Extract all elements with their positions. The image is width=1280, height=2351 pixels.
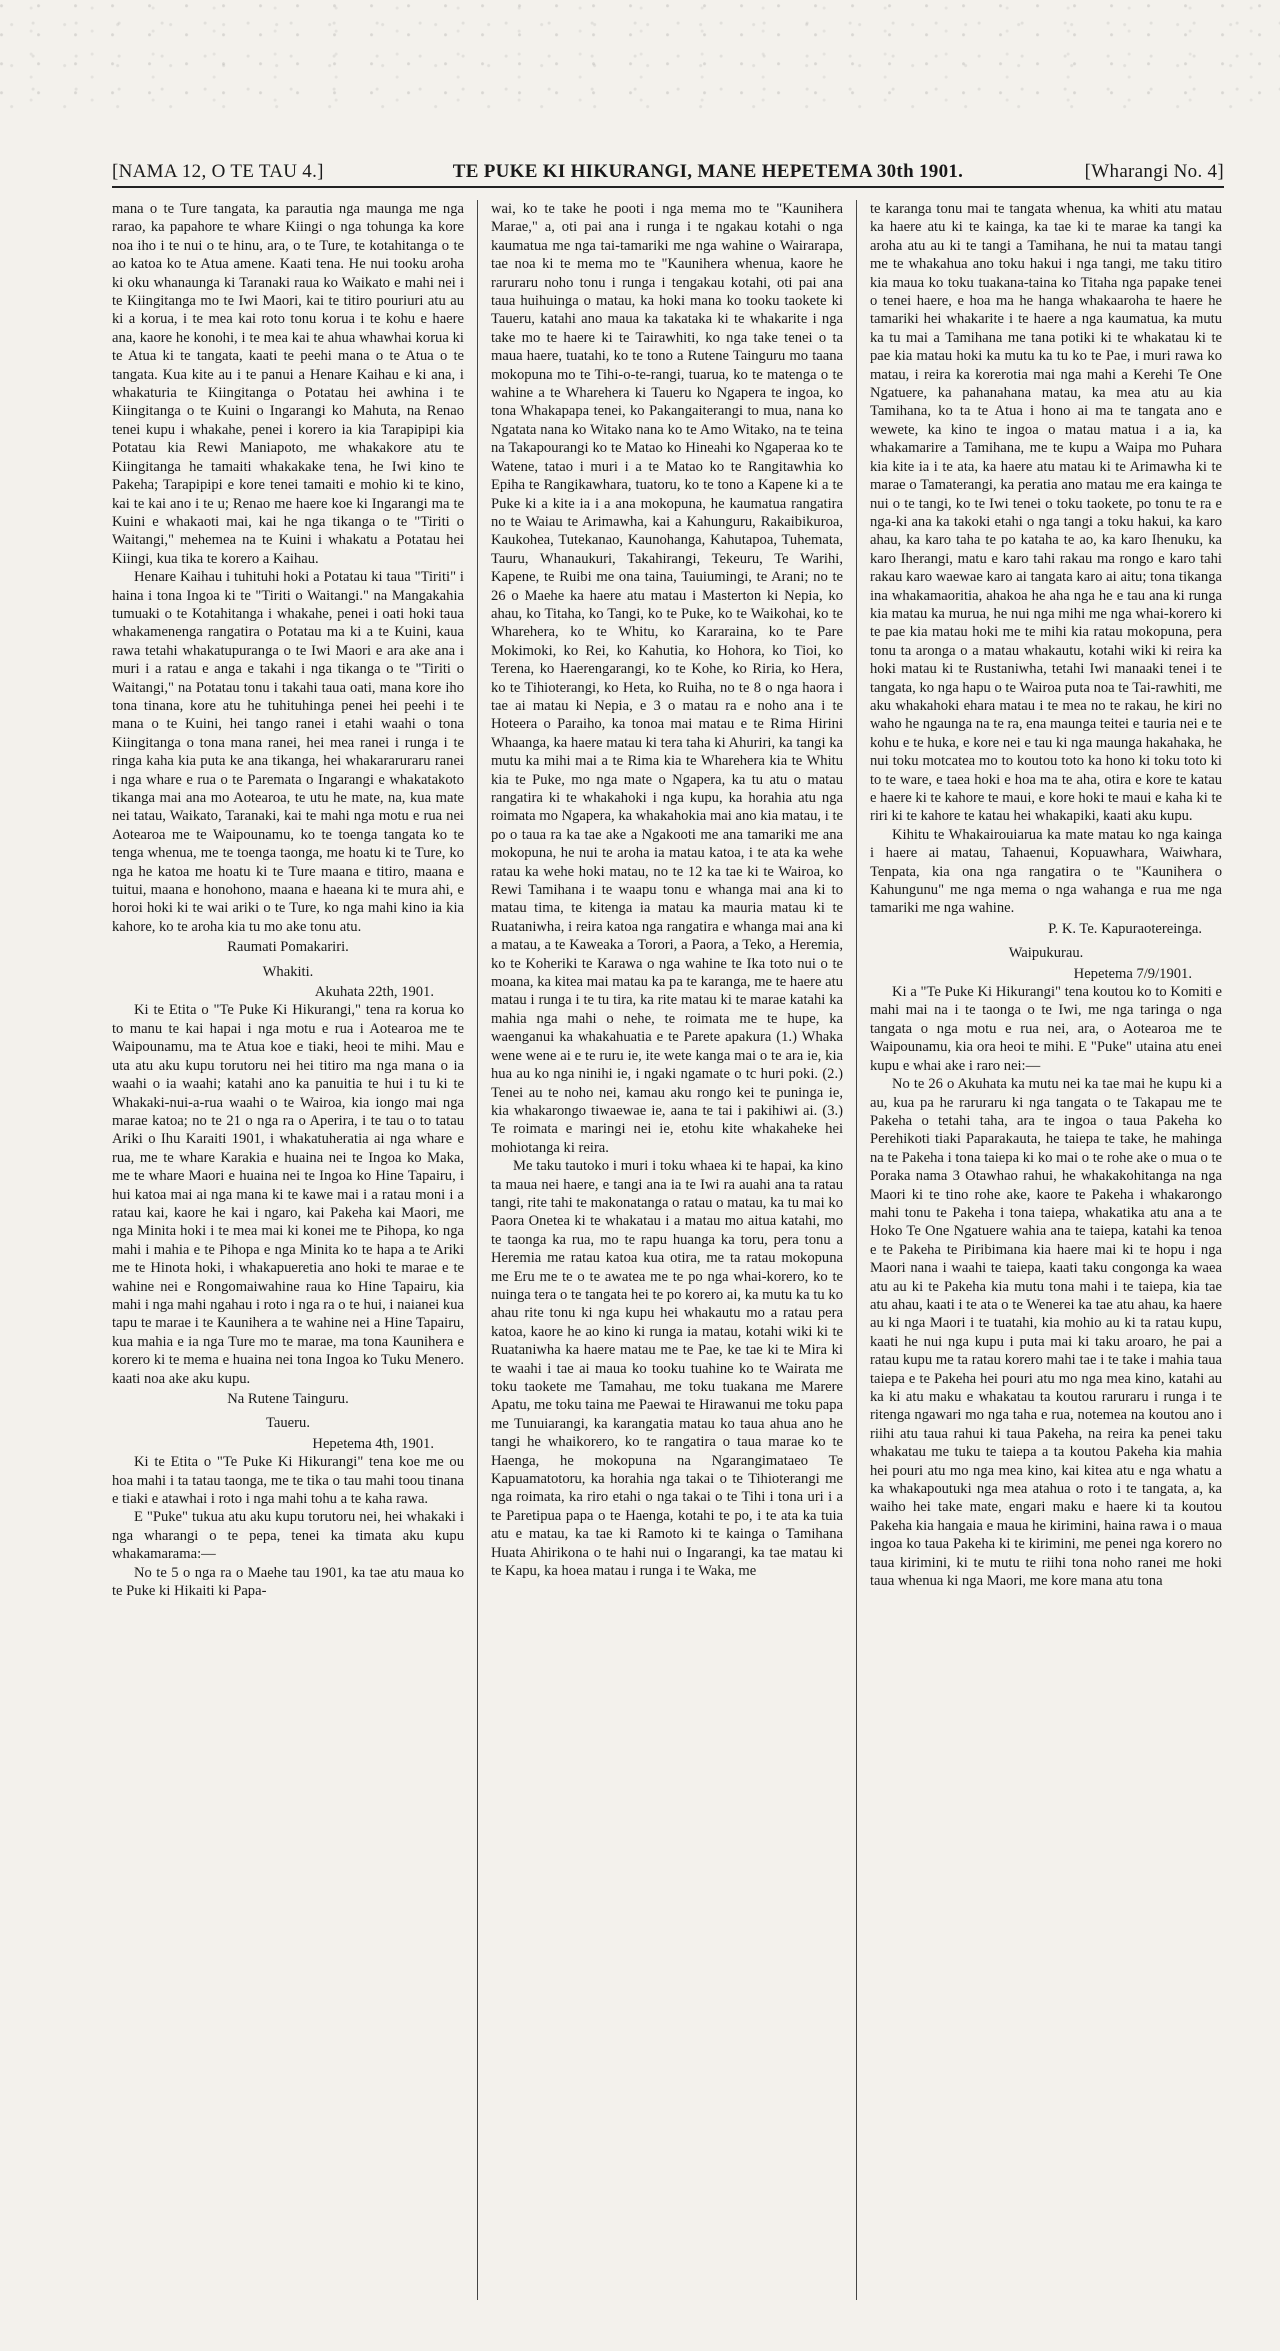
column-divider (477, 200, 478, 2300)
signature: Na Rutene Tainguru. (227, 1391, 349, 1407)
paragraph: No te 26 o Akuhata ka mutu nei ka tae mai he kupu ki a au, kua pa he raruraru ki nga tangata o te Takapau me te Pakeha o tetahi taha, ara te ingoa o taua Pakeha ko Perehikoti tiaki Paparakauta, he taiepa te take, he mahinga na te Pakeha i tona taiepa ki ko mai o te rohe ake o mua o te Poraka nama 3 Otawhao rahui, he whakakohitanga na nga Maori ki te tino rohe ake, kaore te Pakeha i whakarongo mahi tonu te Pakeha i tona taiepa, whakatika atu ana a te Hoko Te One Ngatuere wahia ana te taiepa, katahi ka tenoa e te Pakeha te Piribimana kia haere mai ki te hopu i nga Maori nana i waahi te taiepa, kaati taku congonga ka waea atu au ki te Pakeha kia mutu tona mahi i te taiepa, kia tae atu ahau, kaati i te ata o te Wenerei ka tae atu ahau, ka haere au ki nga Maori i te tuatahi, kia mohio au ki ta ratau kupu, kaati he nui nga kupu i puta mai ki taku aroaro, he pai a ratau kupu me ta ratau korero mahi tae i te take i mahia taua taiepa e te Pakeha hei pouri atu mo nga mea kino, katahi au ka ki atu maku e whakatau ta koutou raruraru i runga i te ritenga ngawari mo nga taha e rua, notemea na koutou ano i riihi atu taua rahui ki taua Pakeha, na reira ka penei taku whakatau me tuku te taiepa a ta koutou Pakeha kia mahia hei pouri atu mo nga mea kino, kai kitea atu e nga whatu a ka whakapoutuki nga mea atahua o roto i te tangata, a, ka waiho hei take mate, engari maku e haere ki ta koutou Pakeha kia hangaia e maua he kirimini, haina rawa i o maua ingoa ko taua Pakeha ki te kirimini, me penei nga korero no taua kirimini, ki te mutu te riihi tona noho ranei me hoki taua whenua ki nga Maori, me kore mana atu tona (870, 1076, 1222, 1590)
paragraph: Me taku tautoko i muri i toku whaea ki te hapai, ka kino ta maua nei haere, e tangi ana ia te Iwi ra auahi ana ta ratau tangi, rite tahi te makonatanga o ratau o matau, ka tu mai ko Paora Onetea ki te whakatau i a matau mo aitua katahi, mo te taonga ka rua, mo te rapu huanga ka toru, pera tonu a Heremia me ratau katoa kua otira, me ta ratau mokopuna me Eru me te o te awatea me te po nga whai-korero, ko te nuinga tera o te tangata hei te po korero ai, ka mutu ka tu ko ahau rite tonu ki nga kupu hei whakautu mo a ratau pera katoa, kaore he ao kino ki runga ia matau, kotahi wiki ki te Ruataniwha ka haere matau me te Pae, ke tae ki te Mira ki te waahi i tae ai maua ko tooku tuahine ko te Wairata me toku taokete me Tamahau, me toku tuakana me Marere Apatu, me toku taina me Paewai te Hirawanui me toku papa me Tunuiarangi, ka karangatia matau ko taua ahua ano he tangi he whaikorero, ko te rangatira o taua marae ko te Haenga, he mokopuna na Ngarangimataeo Te Kapuamatotoru, ka horahia nga takai o te Tihioterangi me nga roimata, ka riro etahi o nga takai o te Tihi i tona uri i a te Paretipua papa o te Haenga, kotahi te po, i te ata ka tuia atu e matau, ka tae ki Ramoto ki te kainga o Tamihana Huata Ahirikona o te hahi nui o Ingarangi, ka tae matau ki te Kapu, ka hoea matau i runga i te Waka, me (491, 1158, 843, 1580)
paragraph: Henare Kaihau i tuhituhi hoki a Potatau ki taua "Tiriti" i haina i tona Ingoa ki te "Tiriti o Waitangi." na Mangakahia tumuaki o te Kotahitanga i whakahe, penei i oati hoki taua whakamenenga rangatira o Potatau ma ki a te Kuini, kaua rawa tetahi whakatupuranga o te Iwi Maori e ara ake ana i muri i a ratau e anga e takahi i nga tikanga o te "Tiriti o Waitangi," na Potatau tonu i takahi taua oati, mana kore iho tona tinana, kore atu he tuhituhinga penei hei peehi i te mana o te Kuini, hei tango ranei i etahi waahi o tona Kiingitanga o tona mana ranei, hei mea ranei i runga i te ringa kaha kia puta ke ana tikanga, hei whakararuraru ranei i nga whare e rua o te Paremata o Ingarangi e whakatakoto tikanga mai ana mo Aotearoa, te utu he mate, na, kua mate nei tatau, Waikato, Taranaki, kai te mahi nga motu e rua nei Aotearoa me te Waipounamu, ko te toenga tangata ko te tenga whenua, me te toenga taonga, me hoatu ki te Ture, ko nga he katoa me hoatu ki te Ture maana e titiro, maana e tuitui, maana e honohono, maana e haeana ki te mura ahi, e horoi hoki ki te wai ariki o te Ture, ko nga mahi kino ia kia kahore, ko te aroha kia tu mo ake tonu atu. (112, 569, 464, 935)
dateline: Hepetema 4th, 1901. (312, 1435, 434, 1452)
letter-heading: Waipukurau. (1008, 945, 1084, 962)
signature: Raumati Pomakariri. (227, 939, 349, 956)
paragraph: Ki a "Te Puke Ki Hikurangi" tena koutou ko to Komiti e mahi mai na i te taonga o te Iwi, me nga taringa o nga tangata o nga motu e rua nei, ara, o Aotearoa me te Waipounamu, kia ora heoi te mihi. E "Puke" utaina atu enei kupu e whai ake i raro nei:— (870, 984, 1222, 1074)
masthead (112, 152, 1224, 188)
page-number: [Wharangi No. 4] (1084, 161, 1224, 182)
column-1 (112, 200, 464, 2310)
column-2 (491, 200, 843, 2310)
paragraph: te karanga tonu mai te tangata whenua, ka whiti atu matau ka haere atu ki te kainga, ka tae ki te marae ka tangi ka aroha atu au ki te tangi a Tamihana, he nui ta matau tangi me te whakahua ano toku hakui i nga tangi, me taku titiro kia maua ko toku tuakana-taina ko Titaha nga papake tenei o tenei haere, e hoa ma he hanga whakaaroha te haere he tamariki hei whakarite i te haere a nga kaumatua, ka mutu ka tu mai a Tamihana me tana potiki ki te whakatau ki te pae kia matau hoki ka mutu ka tu ko te Pae, i muri rawa ko matau, i reira ka korerotia mai nga mahi a Kerehi Te One Ngatuere, ka pahanahana matau, ka mea atu au kia Tamihana, ko ta te Atua i hono ai ma te tangata ano e wewete, ka kino te ingoa o matau matua i a ia, ka whakamarire a Tamihana, me te kupu a Waipa mo Puhara kia kite ia i te ata, ka haere atu matau ki te Arimawha ki te marae o Tamaterangi, ka peratia ano matau me era kainga te nui o te tangi, ko te Iwi tenei o toku taokete, po tonu te ra e nga-ki ana ka takoki etahi o nga tangi a toku hakui, ka karo ahau, ka karo taha te po kataha te ao, ka karo Ihenuku, ka karo Iherangi, matu e karo tahi rakau ma rongo e karo tahi rakau karo waewae karo ai tangata karo ai aitu; tona tikanga ina whakamaoritia, ahakoa he aha nga he e tau ana ki runga kia matau ka murua, he nui nga mihi me nga whai-korero ki te pae kia matau hoki me te mihi kia ratau mokopuna, pera tonu ta aronga o a matau whakautu, kotahi wiki ki reira ka hoki matau ki te Rustaniwha, tetahi Iwi manaaki tenei i te tangata, ko nga hapu o te Wairoa puta noa te Tai-rawhiti, me aku whakahoki ehara matau i te mea no te rakau, he kiri no waho he ngaunga na te ra, ena maunga teitei e tauria nei e te kohu e te huka, e kore nei e tau ki nga maunga hakahaka, he nui toku motcatea mo to koutou toto ka hono ki toku toto ki to te ware, e taea hoki e hoa ma te aha, otira e kore te katau e haere ki te kahore te maui, e kore hoki te maui e kaha ki te riri ki te kahore te katau hei whakapiki, kaati aku kupu. (870, 201, 1222, 825)
column-divider (856, 200, 857, 2300)
letter-heading: Taueru. (266, 1415, 310, 1432)
paragraph: wai, ko te take he pooti i nga mema mo te "Kaunihera Marae," a, oti pai ana i runga i te ngakau kotahi o nga kaumatua me nga tai-tamariki me nga wahine o Wairarapa, tae noa ki te mema mo te "Kaunihera whenua, kaore he raruraru noho tonu i runga i tengakau kotahi, oti pai ana taua huihuinga o matau, ka hoki mana ko tooku taokete ki Taueru, katahi ano maua ka takataka ki te whakarite i nga take mo te haere ki te Tairawhiti, ko nga take tenei o ta maua haere, tuatahi, ko te tono a Rutene Tainguru mo taana mokopuna mo te Tihi-o-te-rangi, tuarua, ko te matenga o te wahine a te Wharehera ki Taueru ko Ngapera te ingoa, ko tona Whakapapa tenei, ko Pakangaiterangi to mua, nana ko Ngatata nana ko Witako nana ko te Amo Witako, na te teina na Takapourangi ko te Matao ko Hineahi ko Ngaperaa ko te Watene, tatao i muri i a te Matao ko te Rangitawhia ko Epiha te Rangikawhara, tuatoru, ko te tono a Kapene ki a te Puke ki a kite ia i a ana mokopuna, he kaumatua rangatira no te Waiau te Arimawha, kai a Kahunguru, Rakaibikuroa, Kaukohea, Tutekanao, Kaunohanga, Kahutapoa, Tuhemata, Tauru, Whanaukuri, Takahirangi, Tekeuru, Te Warihi, Kapene, te Ruibi me ona taina, Tauiumingi, te Arani; no te 26 o Maehe ka haere atu matau i Masterton ki Nepia, ko ahau, ko Titaha, ko Tangi, ko te Puke, ko te Waikohai, ko te Wharehera, ko te Whitu, ko Kararaina, ko te Pare Mokimoki, ko Rei, ko Kahutia, ko Hohora, ko Tioi, ko Terena, ko Haerengarangi, ko te Kohe, ko Riria, ko Hera, ko te Tihioterangi, ko Heta, ko Ruiha, no te 8 o nga haora i tae ai matau ki Nepia, e 3 o matau ra e noho ana i te Hoteera o Paraiho, ka tonoa mai matau e te Rima Hirini Whaanga, ka haere matau ki tera taha ki Ahuriri, ka tangi ka mutu ka mihi mai a te Rima kia te Wharehera kia te Whitu kia te Puke, mo nga mate o Ngapera, ka tu atu o matau rangatira ki te whakahoki i nga kupu, ka horahia atu nga roimata mo Ngapera, ka whakahokia mai ano kia matau, i te po o taua ra ka tae ake a Ngakooti me ana tamariki me ana mokopuna, he nui te aroha ia matau katoa, i te ata ka wehe ratau ka wehe hoki matau, no te 12 ka tae ki te Wairoa, ko Rewi Tamihana i te waapu tonu e whanga mai ana ki to matau tima, te kitenga ia matau ka mauria matau ki te Ruataniwha, i reira katoa nga rangatira e whanga mai ana ki a matau, a te Kaweaka a Torori, a Paora, a Teko, a Heremia, ko te Koheriki te Karawa o nga wahine te Ika toto nui o te moana, ka kitea mai matau ka pa te karanga, me te haere atu matau i runga i te tu tira, ka rite matau ki te marae katahi ka mahia nga mahi o nehe, te roimata me te hupe, ka waenganui ka whakahuatia e te Parete apakura (1.) Whaka wene wene ai e te ruru ie, ite wete kanga mai o te ara ie, kia hua au ko nga ninihi ie, i ngaki ngamate o tc huri poki. (2.) Tenei au te noho nei, kamau aku rongo kei te puninga ie, kia whakarongo tiwaewae ie, aana te tai i pakihiwi ai. (3.) Te roimata e maringi nei ie, etohu kite whakaheke hei mohiotanga ki reira. (491, 201, 843, 1156)
paragraph: E "Puke" tukua atu aku kupu torutoru nei, hei whakaki i nga wharangi o te pepa, tenei ka timata aku kupu whakamarama:— (112, 1509, 464, 1563)
signature: P. K. Te. Kapuraotereinga. (1048, 920, 1202, 937)
paragraph: Kihitu te Whakairouiarua ka mate matau ko nga kainga i haere ai matau, Tahaenui, Kopuawhara, Waiwhara, Tenpata, kia ona nga rangatira o te "Kaunihera o Kahungunu" me nga mema o nga wahanga e rua me nga tamariki me nga wahine. (870, 826, 1222, 917)
paragraph: mana o te Ture tangata, ka parautia nga maunga me nga rarao, ka papahore te whare Kiingi o nga tohunga ka kore noa iho i te nui o te hinu, ara, o te Ture, te kotahitanga o te ao katoa ko te Atua amene. Kaati tena. He nui tooku aroha ki oku whanaunga ki Taranaki raua ko Waikato e mahi nei i te Kiingitanga mo te Iwi Maori, kai te titiro pouriuri atu au ki a korua, i te mea kai roto tonu korua i te kohu e haere ana, kaore he konohi, i te mea kai te ahua whawhai korua ki te Atua ki te tangata, kaati te peehi mana o te Atua o te tangata. Kua kite au i te panui a Henare Kaihau e ki ana, i whakaturia te Kiingitanga o Potatau hei awhina i te Kiingitanga o te Kuini o Ingarangi ko Mahuta, na Renao tenei kupu i whakahe, penei i korero ia kia Tarapipipi kia Potatau kia Rewi Maniapoto, me whakakore atu te Kiingitanga he tamaiti whakakake tena, he Iwi kino te Pakeha; Tarapipipi e kore tenei tamaiti e mohio ki te kino, kai te kai ano i te u; Renao me haere koe ki Ingarangi ma te Kuini e whakaoti mai, kai he nga tikanga o te "Tiriti o Waitangi," mehemea na te Kuini i whakatu a Potatau hei Kiingi, kua tika te korero a Kaihau. (112, 201, 464, 567)
letter-heading: Whakiti. (262, 963, 314, 980)
paragraph: No te 5 o nga ra o Maehe tau 1901, ka tae atu maua ko te Puke ki Hikaiti ki Papa- (112, 1564, 464, 1600)
issue-number: [NAMA 12, O TE TAU 4.] (112, 161, 324, 182)
newspaper-title-date: TE PUKE KI HIKURANGI, MANE HEPETEMA 30th 1901. (452, 161, 964, 182)
paragraph: Ki te Etita o "Te Puke Ki Hikurangi," tena ra korua ko to manu te kai hapai i nga motu e rua i Aotearoa me te Waipounamu, ma te Atua koe e tiaki, heoi te mihi. Mau e uta atu aku kupu torutoru nei hei titiro ma nga mana o ia waahi o ia waahi; katahi ano ka panuitia te hui i tu ki te Whakaki-nui-a-rua waahi o te Wairoa, kia iongo mai nga marae katoa; no te 21 o nga ra o Aperira, i te tau o to tatau Ariki o Ihu Karaiti 1901, i whakatuheratia ai nga whare e rua, me te whare Karakia e huaina nei te Ingoa ko Maka, me te whare Maori e huaina nei te Ingoa ko Hine Tapairu, i hui katoa mai ai nga mana ki te kawe mai i a ratau moni i a ratau kai, kaore he kai i ngaro, kai Pakeha kai Maori, me nga Minita hoki i te mea mai ki konei me te Pihopa, ko nga mahi i mahia e te Pihopa e nga Minita ko te hapa a te Ariki me te Hinota hoki, i whakapueretia ano hoki te marae e te wahine nei e Rongomaiwahine raua ko Hine Tapairu, kia mahi i nga mahi ngahau i roto i nga ra o te hui, i naianei kua tapu te marae i te Kaunihera a te wahine nei a Hine Tapairu, kua mahia e ia nga Ture mo te marae, ma tona Kaunihera e korero ki te mema e huaina nei tona Ingoa ko Tuku Menero. kaati noa ake aku kupu. (112, 1002, 464, 1387)
dateline: Hepetema 7/9/1901. (1073, 965, 1192, 982)
paragraph: Ki te Etita o "Te Puke Ki Hikurangi" tena koe me ou hoa mahi i ta tatau taonga, me te tika o tau mahi toou tinana e tiaki e atawhai i roto i nga mahi tohu a te kaha rawa. (112, 1454, 464, 1508)
column-3 (870, 200, 1222, 2310)
dateline: Akuhata 22th, 1901. (314, 984, 434, 1001)
columns (112, 200, 1224, 2310)
